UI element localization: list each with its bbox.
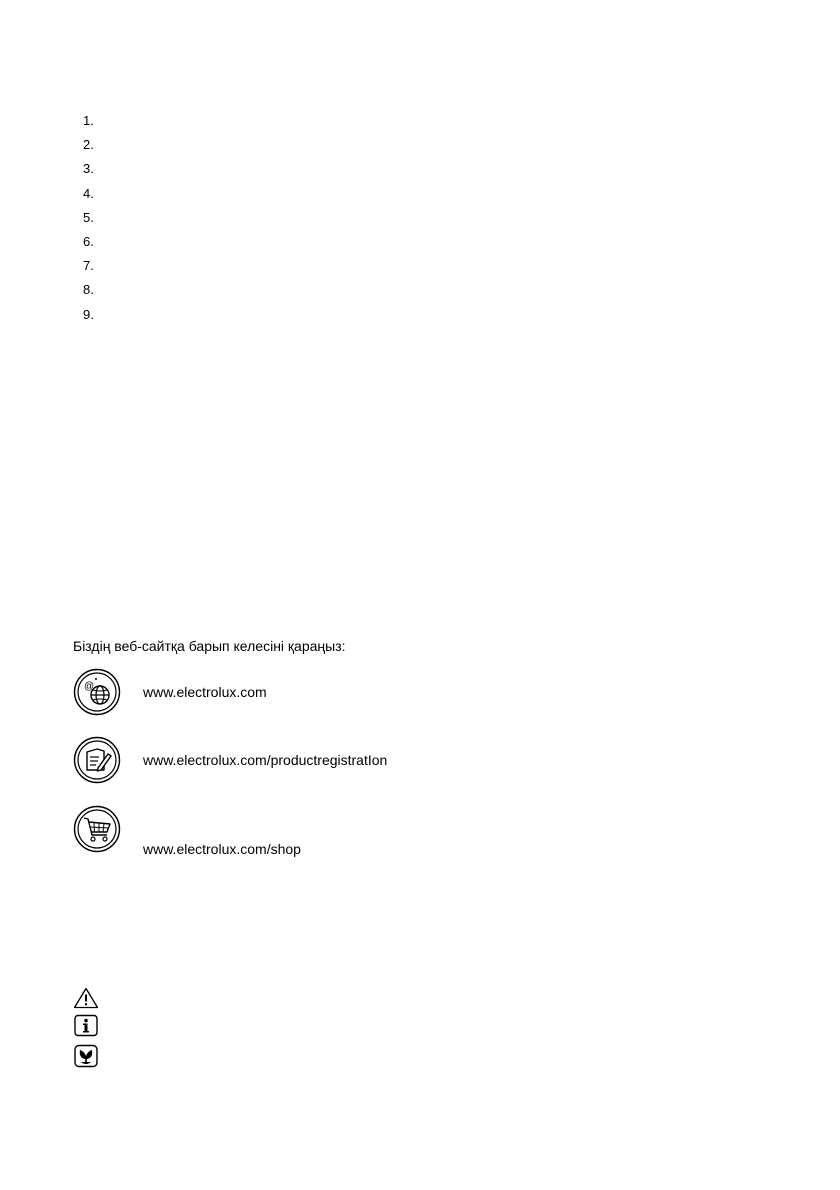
website-intro: Біздің веб-сайтқа барып келесіні қараңыз: (73, 638, 346, 654)
environment-icon (73, 1044, 99, 1068)
toc-item: 6. (83, 233, 94, 249)
shop-link[interactable]: www.electrolux.com/shop (143, 841, 301, 857)
table-of-contents (83, 109, 94, 327)
info-icon (73, 1014, 99, 1037)
website-link-row[interactable] (73, 668, 267, 716)
website-link[interactable]: www.electrolux.com (143, 684, 267, 700)
toc-item: 2. (83, 137, 94, 153)
toc-item: 9. (83, 306, 94, 322)
shop-link-row[interactable] (73, 805, 301, 857)
toc-item: 5. (83, 209, 94, 225)
globe-at-icon (73, 668, 121, 716)
registration-form-icon (73, 736, 121, 784)
toc-item: 7. (83, 258, 94, 274)
toc-item: 3. (83, 161, 94, 177)
product-registration-link[interactable]: www.electrolux.com/productregistratIon (143, 752, 388, 768)
warning-icon (73, 987, 99, 1009)
registration-link-row[interactable] (73, 736, 388, 784)
toc-item: 1. (83, 113, 94, 128)
svg-text:@: @ (84, 681, 95, 692)
shopping-cart-icon (73, 805, 121, 853)
toc-item: 4. (83, 185, 94, 201)
toc-item: 8. (83, 282, 94, 298)
